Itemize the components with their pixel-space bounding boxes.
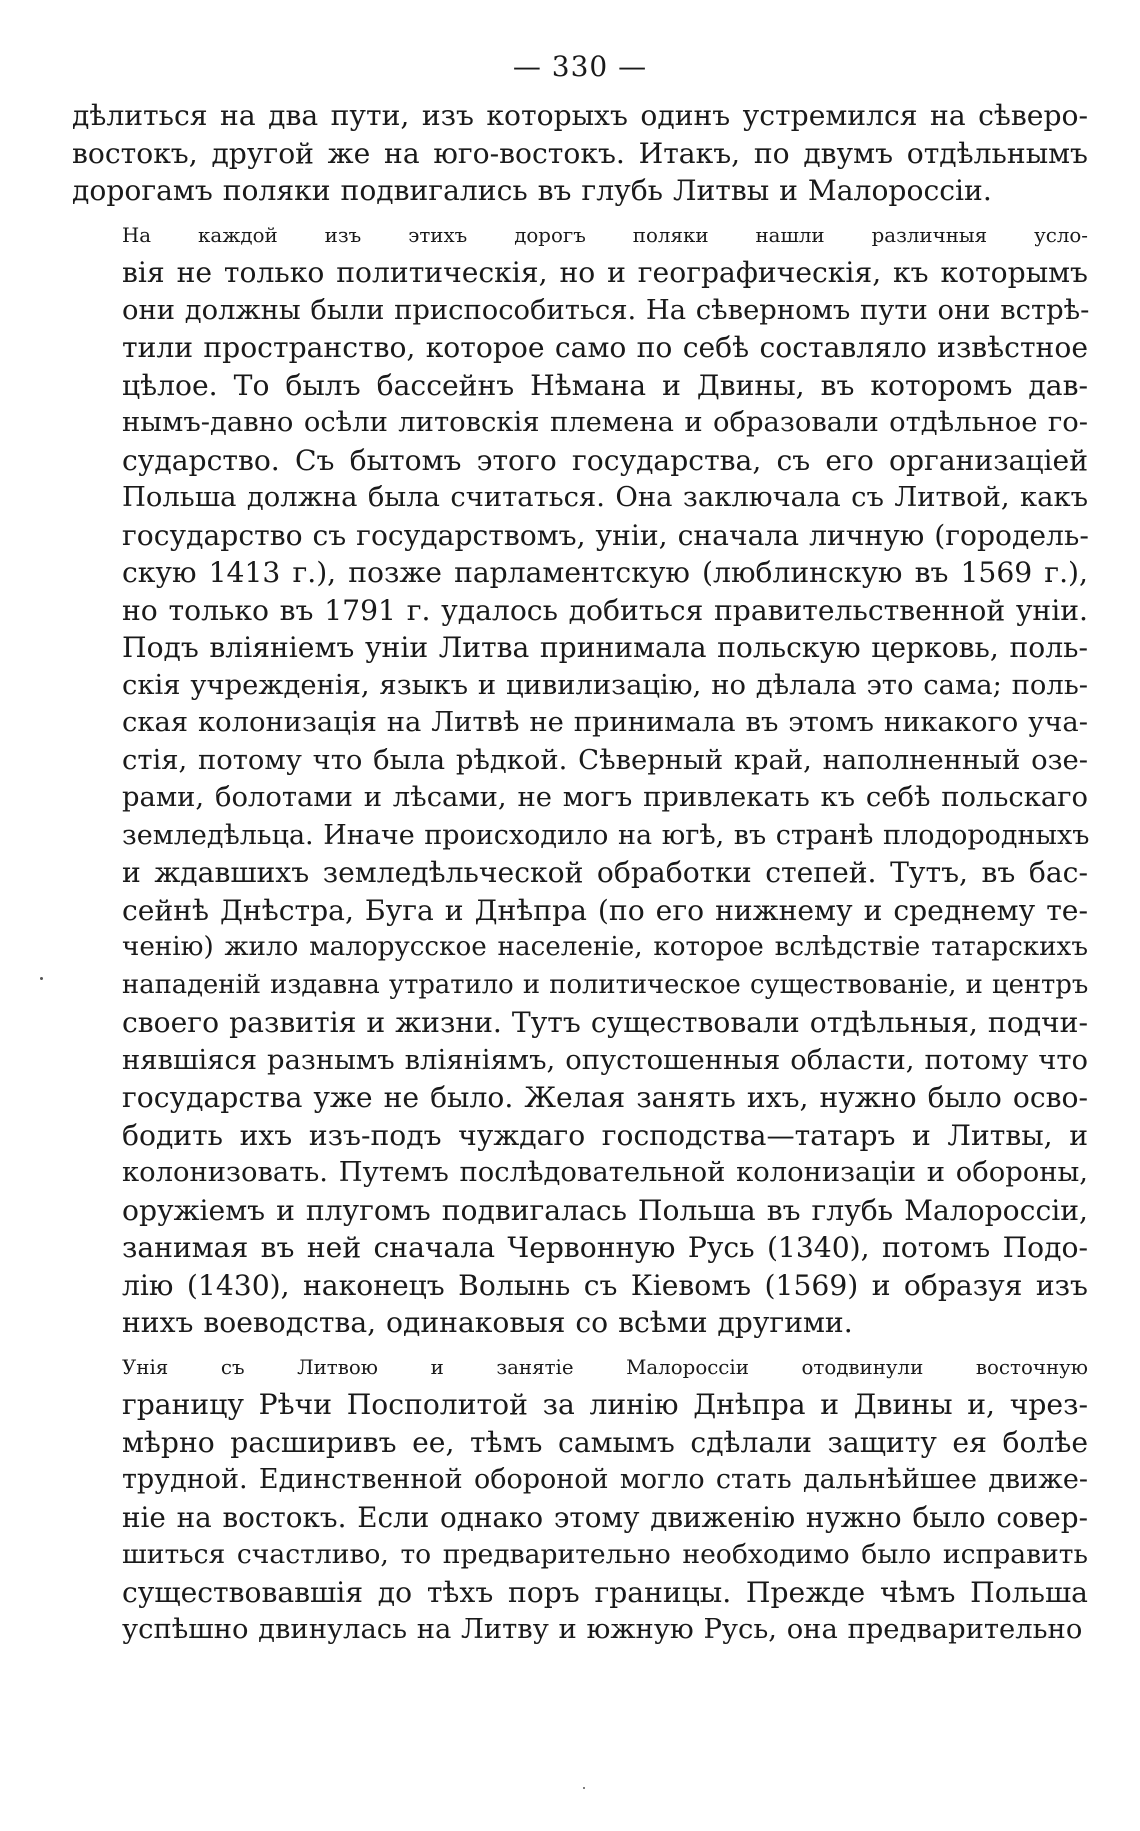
text-line: нихъ воеводства, одинаковыя со всѣми другими. <box>122 1306 853 1339</box>
text-line: колонизовать. Путемъ послѣдовательной колонизаціи и обороны, <box>122 1157 1088 1188</box>
text-line: мѣрно расширивъ ее, тѣмъ самымъ сдѣлали защиту ея болѣе <box>122 1425 1088 1459</box>
text-line: нявшіяся разнымъ вліяніямъ, опустошенныя области, потому что <box>122 1044 1088 1076</box>
text-line: трудной. Единственной обороной могло стать дальнѣйшее движе- <box>122 1464 1088 1495</box>
text-line: ніе на востокъ. Если однако этому движенію нужно было совер- <box>122 1500 1088 1534</box>
scan-speck <box>583 1787 585 1789</box>
body-text <box>72 97 1088 1649</box>
text-line: границу Рѣчи Посполитой за линію Днѣпра и Двины и, чрез- <box>122 1388 1088 1421</box>
text-line: успѣшно двинулась на Литву и южную Русь, она предварительно <box>122 1614 1083 1645</box>
text-line: но только въ 1791 г. удалось добиться правительственной уніи. <box>122 593 1088 627</box>
text-line: скія учрежденія, языкъ и цивилизацію, но дѣлала это сама; поль- <box>122 669 1088 701</box>
text-line: цѣлое. То былъ бассейнъ Нѣмана и Двины, въ которомъ дав- <box>122 368 1088 402</box>
text-line: существовавшія до тѣхъ поръ границы. Прежде чѣмъ Польша <box>122 1575 1088 1609</box>
text-line: и ждавшихъ земледѣльческой обработки степей. Тутъ, въ бас- <box>122 856 1088 889</box>
text-line: дорогамъ поляки подвигались въ глубь Литвы и Малороссіи. <box>72 174 992 207</box>
paragraph <box>72 97 1088 210</box>
text-line: земледѣльца. Иначе происходило на югѣ, въ странѣ плодородныхъ <box>122 819 1090 851</box>
text-line: государства уже не было. Желая занять ихъ, нужно было осво- <box>122 1081 1088 1114</box>
paragraph <box>72 217 1088 1342</box>
text-line: стія, потому что была рѣдкой. Сѣверный край, наполненный озе- <box>122 744 1088 776</box>
text-line: бодить ихъ изъ-подъ чуждаго господства—татаръ и Литвы, и <box>122 1118 1088 1152</box>
text-line: Подъ вліяніемъ уніи Литва принимала польскую церковь, поль- <box>122 631 1088 664</box>
text-line: вія не только политическія, но и географическія, къ которымъ <box>122 256 1088 289</box>
text-line: своего развитія и жизни. Тутъ существовали отдѣльныя, подчи- <box>122 1006 1088 1039</box>
text-line: оружіемъ и плугомъ подвигалась Польша въ глубь Малороссіи, <box>122 1193 1088 1227</box>
text-line: На каждой изъ этихъ дорогъ поляки нашли различныя усло- <box>122 223 1088 247</box>
text-line: они должны были приспособиться. На сѣверномъ пути они встрѣ- <box>122 294 1090 326</box>
text-line: нападеній издавна утратило и политическое существованіе, и центръ <box>122 969 1089 1000</box>
text-line: нымъ-давно осѣли литовскія племена и образовали отдѣльное го- <box>122 407 1088 438</box>
text-line: дѣлиться на два пути, изъ которыхъ одинъ устремился на сѣверо- <box>72 99 1088 132</box>
page-number: — 330 — <box>512 50 648 83</box>
text-line: ченію) жило малорусское населеніе, которое вслѣдствіе татарскихъ <box>122 932 1088 962</box>
text-line: Польша должна была считаться. Она заключала съ Литвой, какъ <box>122 482 1088 513</box>
text-line: Унія съ Литвою и занятіе Малороссіи отодвинули восточную <box>122 1355 1088 1379</box>
text-line: занимая въ ней сначала Червонную Русь (1340), потомъ Подо- <box>122 1231 1088 1264</box>
text-line: шиться счастливо, то предварительно необходимо было исправить <box>122 1539 1088 1570</box>
text-line: скую 1413 г.), позже парламентскую (люблинскую въ 1569 г.), <box>122 556 1088 589</box>
scan-speck <box>40 977 43 980</box>
text-line: лію (1430), наконецъ Волынь съ Кіевомъ (1569) и образуя изъ <box>122 1268 1088 1302</box>
paragraph <box>72 1349 1088 1649</box>
text-line: рами, болотами и лѣсами, не могъ привлекать къ себѣ польскаго <box>122 782 1088 813</box>
text-line: сударство. Съ бытомъ этого государства, съ его организаціей <box>122 443 1088 477</box>
text-line: сейнѣ Днѣстра, Буга и Днѣпра (по его нижнему и среднему те- <box>122 893 1088 927</box>
text-line: государство съ государствомъ, уніи, сначала личную (городель- <box>122 518 1089 552</box>
text-line: тили пространство, которое само по себѣ составляло извѣстное <box>122 331 1088 364</box>
text-line: ская колонизація на Литвѣ не принимала въ этомъ никакого уча- <box>122 707 1088 738</box>
text-line: востокъ, другой же на юго-востокъ. Итакъ, по двумъ отдѣльнымъ <box>72 136 1088 170</box>
